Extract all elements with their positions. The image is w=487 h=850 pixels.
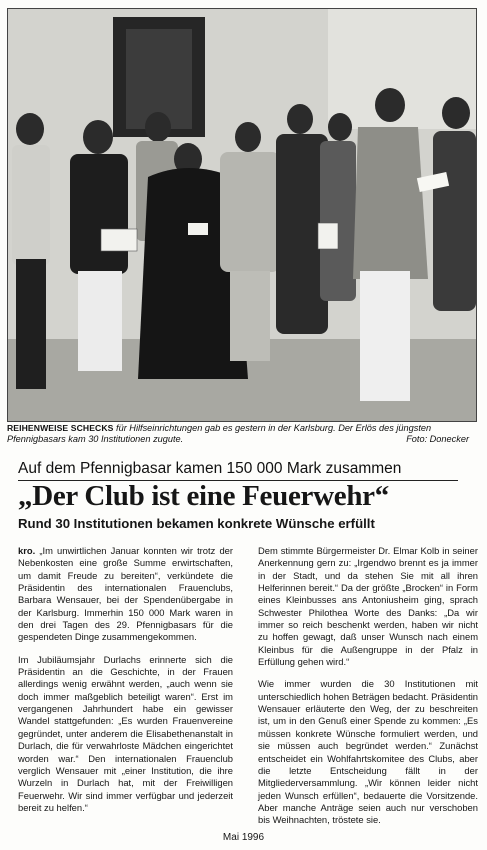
article-headline: „Der Club ist eine Feuerwehr“	[18, 480, 389, 512]
article-column-right	[258, 545, 478, 837]
article-column-left	[18, 545, 233, 824]
caption-lead: REIHENWEISE SCHECKS	[7, 423, 114, 433]
group-photo-illustration	[8, 9, 476, 421]
photo-caption	[7, 423, 477, 445]
article-paragraph-4: Wie immer wurden die 30 Institutionen mit unterschiedlich hohen Beträgen bedacht. Präsidentin Wensauer erläuterte den Weg, der zu beschreiten ist, um in den Genuß einer Spende zu kommen: „Es müssen konkrete Wünsche formuliert werden, und sie müssen auch begründet werden.“ Zunächst entscheidet ein Wohlfahrtskomitee des Clubs, aber die letzte Entscheidung fällt in der Mitgliederversammlung. „Wir können leider nicht jeden Wunsch erfüllen“, bedauerte die Vorsitzende. Aber manche Anträge seien auch nur verschoben bis Weihnachten, tröstete sie.	[258, 678, 478, 826]
caption-text: für Hilfseinrichtungen gab es gestern in der Karlsburg. Der Erlös des jüngsten Pfennigbasars kam 30 Institutionen zugute.	[7, 423, 432, 444]
news-photo	[7, 8, 477, 422]
article-paragraph-1	[18, 545, 233, 644]
article-paragraph-2: Im Jubiläumsjahr Durlachs erinnerte sich die Präsidentin an die Geschichte, in der Frauen allerdings wenig erwähnt werden, „auch wenn sie doch immer maßgeblich beteiligt waren“. Erst im vergangenen Jahrhundert habe ein gewisser Wandel stattgefunden: „Es wurden Frauenvereine gegründet, unter anderem die Elisabethenanstalt in Durlach, die für verwahrloste Mädchen eingerichtet worden war.“ Den internationalen Frauenclub verglich Wensauer mit „einer Institution, die ihre Wurzeln in Durlach hat, mit der Freiwilligen Feuerwehr. Wir sind immer verfügbar und jederzeit bereit zu helfen.“	[18, 653, 233, 813]
byline: kro.	[18, 545, 36, 556]
article-subheadline: Rund 30 Institutionen bekamen konkrete Wünsche erfüllt	[18, 516, 375, 531]
publication-date: Mai 1996	[222, 832, 265, 843]
article-kicker: Auf dem Pfennigbasar kamen 150 000 Mark zusammen	[18, 460, 458, 481]
paragraph-1-text: „Im unwirtlichen Januar konnten wir trotz der Nebenkosten eine große Summe erwirtschaften, um damit Freude zu bereiten“, verkündete die Präsidentin des internationalen Frauenclubs, Barbara Wensauer, bei der Spendenübergabe in der Karlsburg. Immerhin 150 000 Mark waren in den drei Tagen des 29. Pfennigbasars für die gespendeten Dinge zusammengekommen.	[18, 545, 233, 643]
article-paragraph-3: Dem stimmte Bürgermeister Dr. Elmar Kolb in seiner Anerkennung gern zu: „Irgendwo brennt es ja immer in der Stadt, und da stehen Sie mit all ihren Helferinnen bereit.“ Da der größte „Brocken“ in Form eines Kleinbusses ans Antoniusheim ging, sprach Schwester Philothea Worte des Danks: „Da wir immer so reich beschenkt werden, haben wir nicht zu hoffen gewagt, daß unser Wunsch nach einem Kleinbus für die Außengruppe in der Pfalz in Erfüllung gehen wird.“	[258, 545, 478, 668]
photo-credit: Foto: Donecker	[406, 434, 469, 444]
